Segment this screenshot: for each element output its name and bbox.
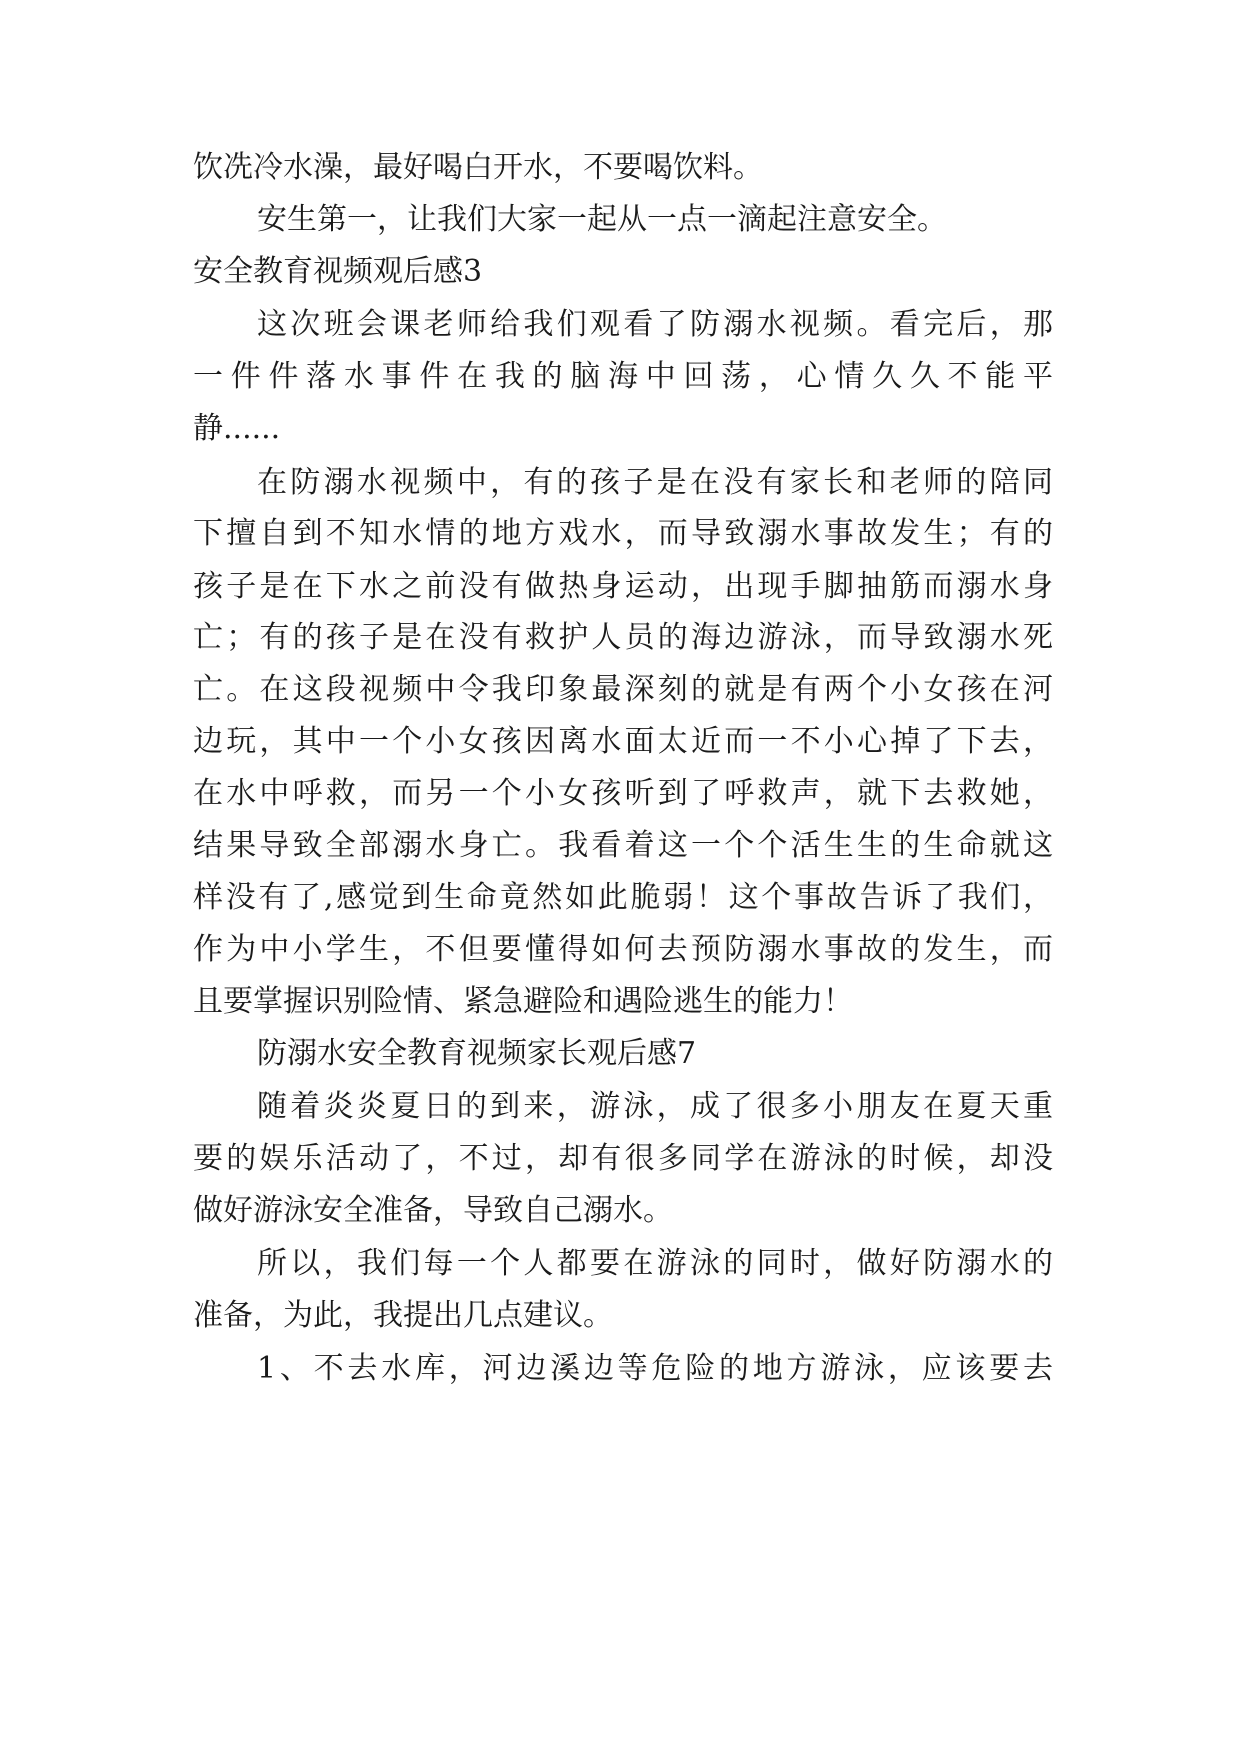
text-line: 随着炎炎夏日的到来，游泳，成了很多小朋友在夏天重 — [257, 1089, 1053, 1124]
text-line: 亡；有的孩子是在没有救护人员的海边游泳，而导致溺水死 — [193, 620, 1053, 655]
section-heading: 安全教育视频观后感3 — [193, 254, 483, 289]
text-line: 所以，我们每一个人都要在游泳的同时，做好防溺水的 — [257, 1246, 1053, 1281]
text-line: 样没有了,感觉到生命竟然如此脆弱！这个事故告诉了我们， — [193, 880, 1053, 915]
text-line: 要的娱乐活动了，不过，却有很多同学在游泳的时候，却没 — [193, 1141, 1053, 1176]
text-line: 且要掌握识别险情、紧急避险和遇险逃生的能力！ — [193, 984, 853, 1019]
text-line: 在防溺水视频中，有的孩子是在没有家长和老师的陪同 — [257, 465, 1053, 500]
text-line: 准备，为此，我提出几点建议。 — [193, 1298, 613, 1333]
text-line: 作为中小学生，不但要懂得如何去预防溺水事故的发生，而 — [193, 932, 1053, 967]
text-line: 饮冼冷水澡，最好喝白开水，不要喝饮料。 — [193, 150, 763, 185]
text-line: 静...... — [193, 411, 281, 446]
text-line: 孩子是在下水之前没有做热身运动，出现手脚抽筋而溺水身 — [193, 569, 1053, 604]
text-line: 下擅自到不知水情的地方戏水，而导致溺水事故发生；有的 — [193, 516, 1053, 551]
text-line: 这次班会课老师给我们观看了防溺水视频。看完后，那 — [257, 307, 1053, 342]
text-line: 一件件落水事件在我的脑海中回荡，心情久久不能平 — [193, 359, 1053, 394]
text-line: 边玩，其中一个小女孩因离水面太近而一不小心掉了下去， — [193, 724, 1053, 759]
text-line: 在水中呼救，而另一个小女孩听到了呼救声，就下去救她， — [193, 776, 1053, 811]
section-heading: 防溺水安全教育视频家长观后感7 — [257, 1036, 697, 1071]
text-line: 亡。在这段视频中令我印象最深刻的就是有两个小女孩在河 — [193, 672, 1053, 707]
text-line: 做好游泳安全准备，导致自己溺水。 — [193, 1193, 673, 1228]
text-line: 1、不去水库，河边溪边等危险的地方游泳，应该要去 — [257, 1351, 1053, 1386]
text-line: 结果导致全部溺水身亡。我看着这一个个活生生的生命就这 — [193, 828, 1053, 863]
text-line: 安生第一，让我们大家一起从一点一滴起注意安全。 — [257, 202, 947, 237]
